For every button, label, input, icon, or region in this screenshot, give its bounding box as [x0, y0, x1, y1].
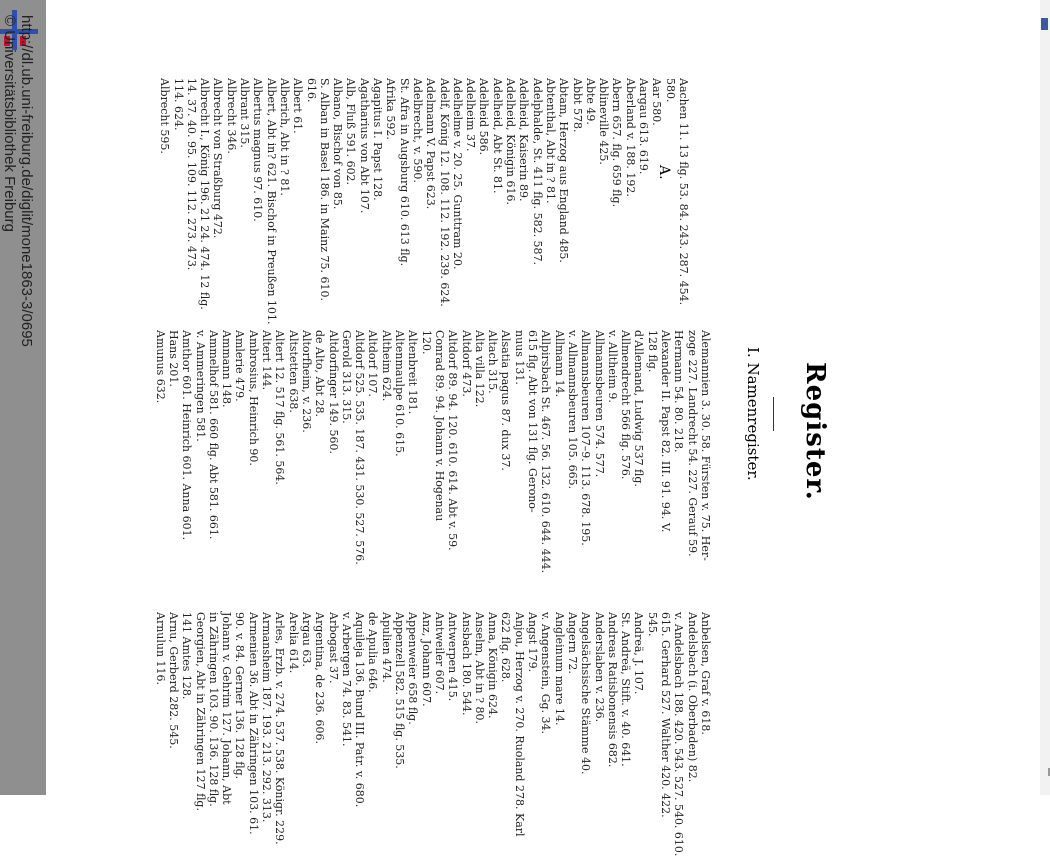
viewer-sidebar — [0, 0, 46, 795]
register-entry: Abbt 578. — [570, 78, 584, 133]
register-entry: Ambrosius, Heinrich 90. — [246, 330, 260, 466]
register-entry: Ammelhof 581. 660 flg. Abt 581. 661. — [206, 330, 220, 540]
register-entry: Amlerie 479. — [233, 330, 247, 402]
register-entry: Altert 12. 517 flg. 561. 564. — [273, 330, 287, 485]
register-entry: 622 flg. 628. — [499, 612, 513, 683]
register-entry: Alemannien 3. 30. 58. Fürsten v. 75. Her- — [699, 330, 712, 561]
register-entry: Albrecht I., König 196. 21 24. 474. 12 flg. — [198, 78, 212, 310]
section-letter: A. — [656, 165, 672, 180]
register-entry: Adelheid, Königin 616. — [504, 78, 518, 205]
register-entry: d'Allemand, Ludwig 537 flg. — [632, 330, 646, 487]
register-entry: Alsatia pagus 87. dux 37. — [499, 330, 513, 471]
register-entry: Amunus 632. — [153, 330, 167, 404]
register-entry: de Apulia 646. — [366, 612, 380, 693]
register-entry: Adelmann V. Papst 623. — [424, 78, 438, 210]
register-entry: Ablineville 425. — [597, 78, 611, 165]
register-entry: Adelheid, Abt St. 81. — [490, 78, 504, 194]
register-entry: Aar 580. — [650, 78, 664, 126]
register-entry: Albert, Abt in? 621. Bischof in Preußen 101. — [264, 78, 278, 325]
register-entry: Abtenthal, Abt in ? 81. — [544, 78, 557, 204]
register-entry: Adelhelme v. 20. 25. Gunttram 20. — [450, 78, 464, 270]
register-entry: 141 Amtes 128. — [180, 612, 194, 700]
register-entry: Anselm, Abt in ? 80. — [472, 612, 486, 725]
register-entry: Altstetten 638. — [286, 330, 300, 413]
register-entry: 545. — [645, 612, 659, 637]
register-entry: Aberland v. 188. 192. — [623, 78, 637, 197]
register-entry: Angelsächsische Stämme 40. — [579, 612, 593, 775]
register-entry: v. Angenstein, Gg. 34. — [539, 612, 553, 735]
register-entry: Andreä, J. 107. — [632, 612, 646, 695]
register-entry: Ammann 148. — [220, 330, 234, 408]
register-entry: Armenien 36. Abt in Zähringen 103. 61. — [246, 612, 260, 835]
register-entry: St. Andreä, Stift. v. 40. 641. — [619, 612, 633, 767]
register-entry: Arnu, Gerberd 282. 545. — [167, 612, 180, 749]
register-entry: Anna, Königin 624. — [486, 612, 500, 719]
register-title: Register. — [800, 362, 830, 501]
register-entry: Anderslaben v. 236. — [592, 612, 606, 723]
register-entry: Conrad 89. 94. Johann v. Hogenau — [433, 330, 446, 522]
register-entry: Altach 315. — [486, 330, 500, 394]
register-entry: 616. — [304, 78, 318, 103]
register-entry: Albrecht 595. — [158, 78, 172, 154]
register-entry: Abte 49. — [583, 78, 597, 125]
register-entry: Allpirsbach St. 467. 56. 132. 610. 644. 444. — [539, 330, 553, 574]
viewer-right-strip — [1040, 0, 1050, 795]
register-entry: Arnulun 116. — [153, 612, 167, 686]
register-entry: Adelphalde, St. 411 flg. 582. 587. — [530, 78, 544, 266]
register-entry: Hans 201. — [167, 330, 180, 387]
register-entry: Albano, Bischof von 85. — [331, 78, 345, 210]
register-entry: Alberich, Abt in ? 81. — [278, 78, 291, 196]
register-entry: Altert 144. — [260, 330, 274, 391]
register-entry: Altdorfinger 149. 560. — [326, 330, 340, 455]
register-entry: Altdorf 473. — [459, 330, 473, 397]
register-entry: Agatharius von Abt 107. — [357, 78, 371, 214]
register-entry: Arles, Erzb. v. 274. 537. 538. Königr. 229. — [273, 612, 287, 845]
register-entry: Altenmaulpe 610. 615. — [393, 330, 407, 457]
watermark-url: http://dl.ub.uni-freiburg.de/diglit/mone1863-3/0695 — [18, 15, 35, 347]
register-entry: Angleinum mare 14. — [552, 612, 566, 726]
register-entry: v. Andelsbach 188. 420. 543. 527. 540. 610. — [672, 612, 686, 856]
register-entry: in Zähringen 103. 90. 136. 128 flg. — [206, 612, 220, 807]
register-entry: Anz, Johann 607. — [419, 612, 433, 707]
register-entry: Armansheim 187. 193. 213. 292. 313. — [260, 612, 274, 823]
register-entry: Albrant 315. — [238, 78, 252, 148]
register-entry: Arelia 614. — [286, 612, 300, 674]
register-entry: Altdorf 525. 535. 187. 431. 530. 527. 576. — [353, 330, 367, 565]
page-marker-icon — [1041, 18, 1048, 30]
register-entry: Adelheid 586. — [477, 78, 491, 156]
register-entry: Allmendrecht 566 flg. 576. — [619, 330, 633, 480]
register-entry: Albrecht von Straßburg 472. — [211, 78, 225, 239]
register-entry: Georgien, Abt in Zähringen 127 flg. — [193, 612, 207, 811]
register-entry: Allmann 14. — [552, 330, 566, 398]
watermark-copyright: © Universitätsbibliothek Freiburg — [1, 15, 18, 232]
register-entry: Abtam, Herzog aus England 485. — [557, 78, 571, 263]
title-rule — [773, 397, 774, 431]
register-entry: Allmannsbeuren 574. 577. — [592, 330, 606, 478]
register-subtitle: I. Namenregister. — [744, 347, 762, 481]
register-entry: Gerold 313. 315. — [339, 330, 353, 424]
register-entry: Arbogast 37. — [326, 612, 340, 684]
register-entry: Antwerpen 415. — [446, 612, 460, 702]
register-entry: Amthor 601. Heinrich 601. Anna 601. — [180, 330, 194, 541]
source-watermark — [1, 15, 35, 775]
register-entry: Johann v. Gehrim 127. Johann, Abt — [220, 612, 234, 805]
register-entry: Adelbrecht, v. 590. — [411, 78, 424, 183]
register-entry: Adelheim 37. — [464, 78, 478, 152]
register-entry: de Alto, Abt 28. — [313, 330, 327, 417]
register-entry: Anbelsen, Graf v. 618. — [699, 612, 712, 735]
register-entry: 615 flg. Abt von 131 flg. Gerono- — [526, 330, 540, 513]
register-entry: Allmannsbeuren 107–9. 113. 678. 195. — [579, 330, 593, 546]
register-entry: Alb, Fluß 591. 602. — [344, 78, 358, 186]
register-entry: Hermann 54. 80. 218. — [672, 330, 686, 453]
register-entry: Altheim 624. — [379, 330, 393, 402]
register-entry: v. Alltheim 9. — [605, 330, 619, 403]
register-entry: Altdorf 89. 94. 120. 610. 614. Abt v. 59. — [446, 330, 460, 551]
register-entry: 615. Gerhard 527. Walther 420. 422. — [659, 612, 673, 818]
register-entry: 580. — [663, 78, 677, 103]
register-entry: Albertus magnus 97. 610. — [251, 78, 265, 222]
register-entry: Adelf, König 12. 108. 112. 192. 239. 624. — [437, 78, 451, 307]
register-entry: Argentina, de 236. 606. — [313, 612, 327, 744]
register-entry: 120. — [419, 330, 433, 355]
register-entry: Appenweier 658 flg. — [406, 612, 420, 725]
register-entry: Aquileja 136. Bund III. Patr. v. 680. — [353, 612, 367, 808]
register-entry: Abern 657. flg. 659 flg. — [610, 78, 624, 208]
register-entry: Andreas Ratisbonensis 682. — [605, 612, 619, 768]
register-entry: Appenzell 582. 515 flg. 535. — [393, 612, 407, 769]
register-entry: Ansbach 180. 544. — [459, 612, 473, 716]
register-entry: Alta villa 122. — [472, 330, 486, 408]
register-entry: Alexander II. Papst 82. III. 91. 94. V. — [659, 330, 673, 533]
register-entry: Altdorf 107. — [366, 330, 380, 397]
register-entry: Angern 72. — [566, 612, 579, 674]
register-entry: Agapitus I. Papst 128. — [371, 78, 385, 201]
register-entry: Altorfheim, v. 236. — [300, 330, 313, 433]
register-entry: Albrecht 346. — [224, 78, 238, 154]
register-entry: nuus 131. — [512, 330, 526, 385]
register-entry: Andelsbach (i. Oberbaden) 82. — [685, 612, 699, 783]
register-entry: v. Arbergen 74. 83. 541. — [339, 612, 353, 747]
register-entry: Altenbreit 181. — [406, 330, 420, 415]
register-entry: Afrika 592. — [384, 78, 398, 140]
register-entry: Argau 63. — [300, 612, 313, 667]
register-entry: Aachen 11. 13 flg. 53. 84. 243. 287. 454. — [677, 78, 690, 306]
register-entry: Apulien 474. — [379, 612, 393, 683]
register-entry: 114. 624. — [171, 78, 185, 131]
register-entry: zoge 227. Landrecht 54. 227. Gerauf 59. — [685, 330, 699, 557]
register-entry: S. Alban in Basel 186. in Mainz 75. 610. — [317, 78, 331, 301]
register-entry: Albert 61. — [291, 78, 305, 134]
register-entry: 128 flg. — [645, 330, 659, 373]
register-entry: 90. v. 84. Gerner 136. 128 flg. — [233, 612, 247, 780]
register-entry: v. Ammeringen 581. — [193, 330, 207, 442]
register-entry: 14. 37. 40. 95. 109. 112. 273. 473. — [184, 78, 198, 271]
corner-mark-icon — [1040, 768, 1050, 776]
register-entry: Adelheid, Kaiserin 89. — [517, 78, 531, 202]
register-entry: Antweiler 607. — [433, 612, 446, 695]
register-entry: Angst 179. — [526, 612, 540, 673]
register-entry: Anjou, Herzog v. 270. Ruoland 278. Karl — [512, 612, 526, 837]
register-entry: Aargau 613. 619. — [637, 78, 651, 175]
register-entry: St. Afra in Augsburg 610. 613 flg. — [397, 78, 411, 267]
register-entry: v. Allmannsbeuren 105. 665. — [566, 330, 579, 490]
